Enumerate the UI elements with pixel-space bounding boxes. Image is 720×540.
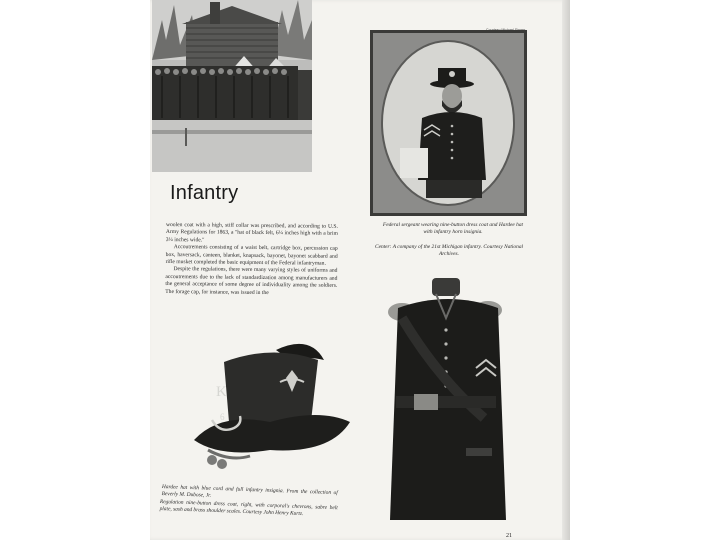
body-paragraph: Accoutrements consisting of a waist belt, cartridge box, percussion cap box, haversack, canteen, blanket, knapsack, bayonet, bayonet scabbard and rifle musket completed the basic equipment of the Federal infantryman. [165,244,338,267]
body-text [165,222,338,298]
sergeant-portrait [370,30,527,216]
page-number: 21 [506,533,512,539]
coat-caption: Regulation nine-button dress coat, right, with corporal's chevrons, sabre belt plate, sash and brass shoulder scales. Courtesy John Henry Kurtz. [159,499,338,518]
sergeant-caption: Federal sergeant wearing nine-button dress coat and Hardee hat with infantry horn insignia. [382,222,524,235]
company-photo [152,0,312,172]
body-paragraph: Despite the regulations, there were many varying styles of uniforms and accoutrements due to the lack of standardization among manufacturers and the general acceptance of some degree of individuality among the soldiers. The forage cap, for instance, was issued in the [165,266,338,296]
hardee-hat-photo [190,338,352,478]
company-caption: Center: A company of the 21st Michigan infantry. Courtesy National Archives. [374,244,524,257]
body-paragraph: woolen coat with a high, stiff collar was prescribed, and according to U.S. Army Regulations for 1863, a "hat of black felt, 6¼ inches high with a brim 3¼ inches wide." [165,222,338,244]
page-title: Infantry [170,182,239,204]
hat-letter: K [216,384,227,400]
hat-number: 6 [220,412,225,422]
dress-coat-photo [388,278,508,520]
page-edge [562,0,570,540]
hat-caption: Hardee hat with blue cord and full infantry insignia. From the collection of Beverly M. Dubose, Jr. [161,484,338,499]
